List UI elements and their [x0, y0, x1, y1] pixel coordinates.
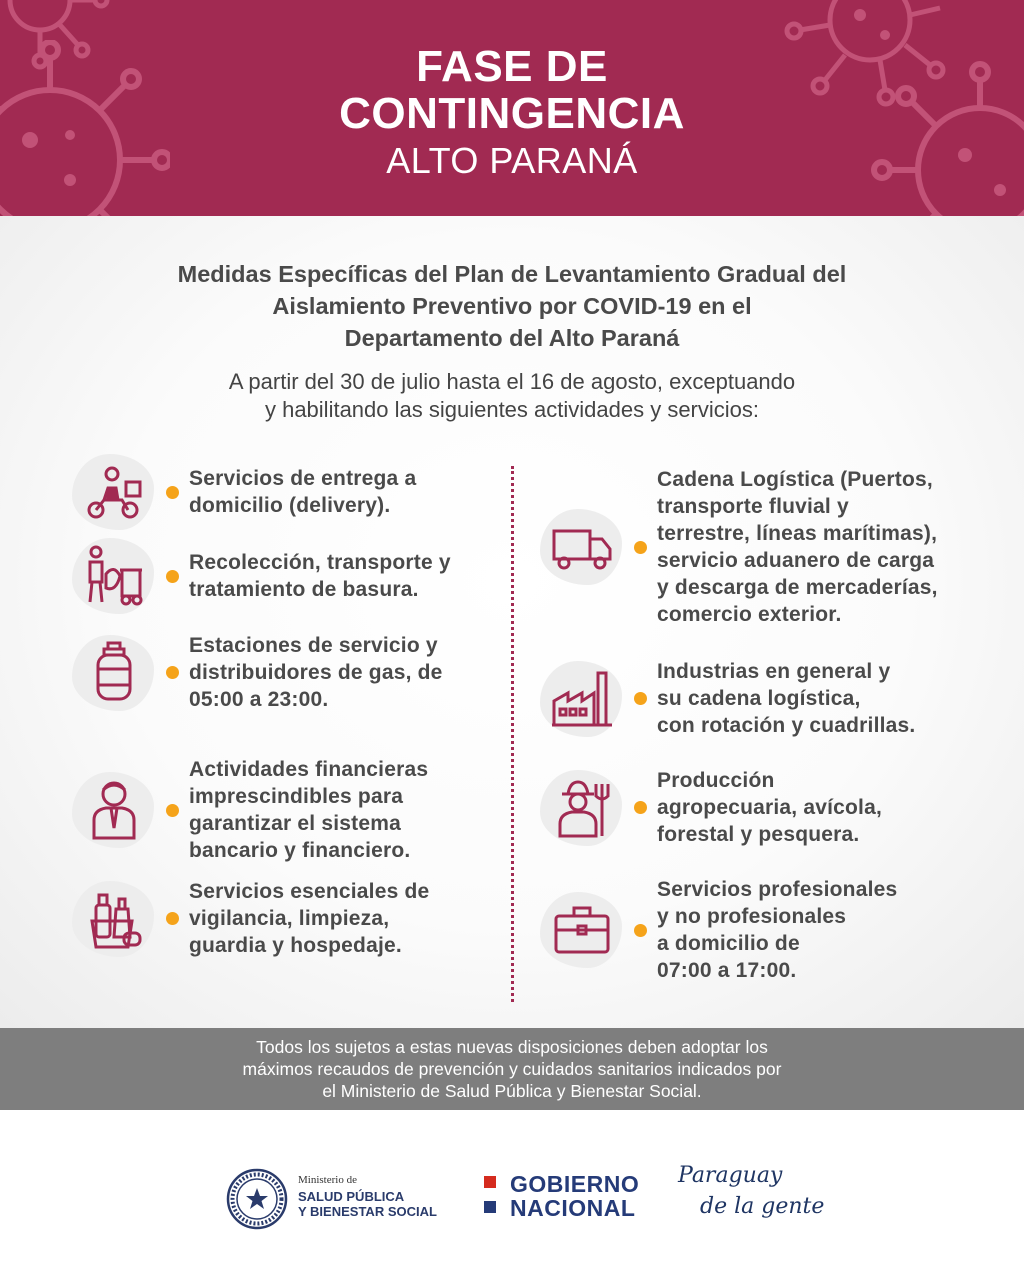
bullet-dot [634, 924, 647, 937]
garbage-collection-icon [82, 544, 146, 608]
list-item: Servicios esenciales de vigilancia, limpieza, guardia y hospedaje. [68, 878, 429, 959]
bullet-dot [166, 804, 179, 817]
cleaning-supplies-icon [82, 887, 146, 951]
national-seal-icon [226, 1168, 288, 1230]
list-item: Recolección, transporte y tratamiento de basura. [68, 536, 451, 616]
flag-blue-square-icon [484, 1201, 496, 1213]
farmer-icon [550, 776, 614, 840]
column-divider [511, 466, 514, 1002]
bullet-dot [634, 541, 647, 554]
page-title-line2: CONTINGENCIA [339, 89, 685, 138]
list-item: Servicios profesionales y no profesionales a domicilio de 07:00 a 17:00. [536, 876, 897, 984]
header-banner [0, 0, 1024, 216]
list-item: Cadena Logística (Puertos, transporte fluvial y terrestre, líneas marítimas), servicio aduanero de carga y descarga de mercaderías, comercio exterior. [536, 466, 938, 628]
delivery-scooter-icon [82, 460, 146, 524]
truck-icon [550, 515, 614, 579]
briefcase-icon [550, 898, 614, 962]
paraguay-brand-line2: de la gente [700, 1194, 825, 1219]
list-item: Servicios de entrega a domicilio (delivery). [68, 452, 416, 532]
paraguay-brand-line1: Paraguay [678, 1163, 783, 1188]
bullet-dot [634, 692, 647, 705]
measures-title: Medidas Específicas del Plan de Levantamiento Gradual del Aislamiento Preventivo por COVID-19 en el Departamento del Alto Paraná [177, 261, 847, 351]
bullet-dot [166, 912, 179, 925]
intro-text: A partir del 30 de julio hasta el 16 de agosto, exceptuando y habilitando las siguientes actividades y servicios: [228, 369, 796, 422]
ministry-label-small: Ministerio de [298, 1174, 357, 1186]
bullet-dot [166, 666, 179, 679]
page-title-line1: FASE DE [416, 42, 608, 91]
flag-red-square-icon [484, 1176, 496, 1188]
factory-icon [550, 667, 614, 731]
list-item: Actividades financieras imprescindibles para garantizar el sistema bancario y financiero. [68, 756, 428, 864]
banker-icon [82, 778, 146, 842]
ministry-label: SALUD PÚBLICA Y BIENESTAR SOCIAL [298, 1189, 437, 1219]
bullet-dot [166, 570, 179, 583]
gas-cylinder-icon [82, 641, 146, 705]
page-subtitle: ALTO PARANÁ [386, 140, 638, 181]
list-item: Estaciones de servicio y distribuidores de gas, de 05:00 a 23:00. [68, 632, 443, 713]
list-item: Producción agropecuaria, avícola, forestal y pesquera. [536, 767, 882, 848]
bullet-dot [634, 801, 647, 814]
list-item: Industrias en general y su cadena logística, con rotación y cuadrillas. [536, 658, 915, 739]
bullet-dot [166, 486, 179, 499]
gobierno-nacional-logo: GOBIERNO NACIONAL [510, 1171, 640, 1221]
footer-notice: Todos los sujetos a estas nuevas disposiciones deben adoptar los máximos recaudos de prevención y cuidados sanitarios indicados por el Ministerio de Salud Pública y Bienestar Social. [242, 1037, 782, 1101]
